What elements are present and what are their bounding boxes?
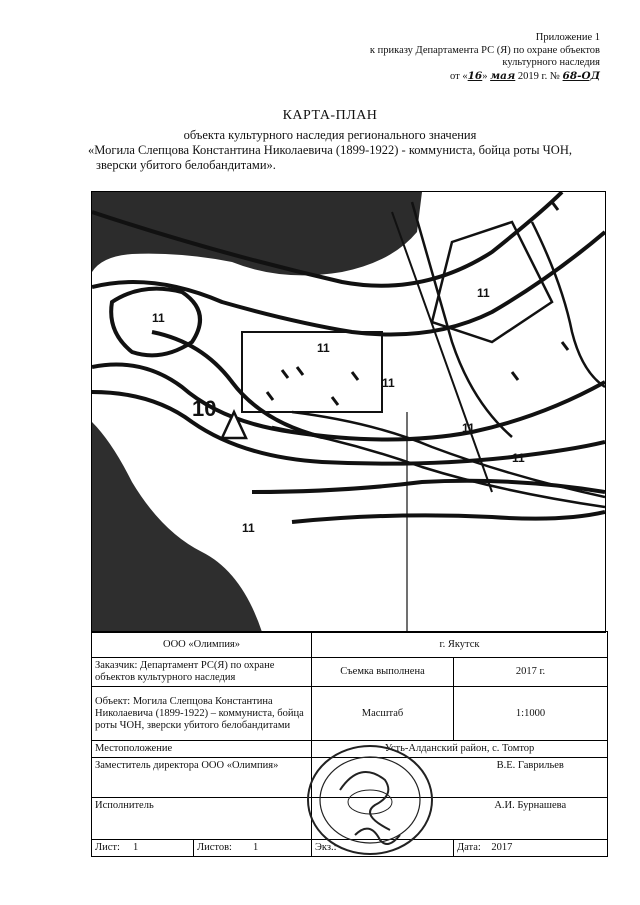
contour-label: 11 [152, 311, 165, 325]
appendix-line-3: культурного наследия [502, 57, 600, 68]
contour-label: 11 [242, 521, 255, 535]
deputy-name: В.Е. Гаврильев [454, 758, 608, 798]
appendix-header [370, 32, 600, 83]
building-outline-2 [432, 222, 552, 342]
location-value: Усть-Алданский район, с. Томтор [312, 741, 608, 758]
location-label: Местоположение [92, 741, 312, 758]
site-map [91, 191, 606, 633]
building-outline-1 [242, 332, 382, 412]
topographic-map [92, 192, 605, 632]
sheet-cell: Лист: 1 [92, 840, 194, 857]
executor-label: Исполнитель [92, 798, 312, 840]
contour-label: 11 [462, 421, 475, 435]
deputy-label: Заместитель директора ООО «Олимпия» [92, 758, 312, 798]
copy-cell: Экз.: [312, 840, 454, 857]
contour-label: 11 [317, 341, 330, 355]
customer: Заказчик: Департамент РС(Я) по охране объектов культурного наследия [92, 658, 312, 687]
contour-label: 11 [382, 376, 395, 390]
sheets-cell: Листов: 1 [194, 840, 312, 857]
river-area-lower [92, 422, 262, 632]
object-description: Объект: Могила Слепцова Константина Николаевича (1899-1922) – коммуниста, бойца роты ЧОН, зверски убитого белобандитами [92, 687, 312, 741]
appendix-line-1: Приложение 1 [535, 32, 600, 43]
document-title [60, 108, 600, 173]
appendix-line-2: к приказу Департамента РС (Я) по охране объектов [369, 44, 600, 56]
title-block-stamp [91, 631, 608, 857]
contour-label: 11 [477, 286, 490, 300]
title-heading: КАРТА-ПЛАН [282, 108, 378, 123]
title-object-line-2: зверски убитого белобандитами». [96, 158, 276, 172]
deputy-signature [312, 758, 454, 798]
appendix-order-date: от «16» мая 2019 г. № 68-ОД [450, 69, 600, 82]
object-number-label: 10 [192, 396, 217, 421]
executor-signature [312, 798, 454, 840]
scale-value: 1:1000 [454, 687, 608, 741]
order-month: мая [490, 69, 516, 82]
company-name: ООО «Олимпия» [92, 632, 312, 658]
survey-year: 2017 г. [454, 658, 608, 687]
order-number: 68-ОД [562, 69, 600, 82]
scale-label: Масштаб [312, 687, 454, 741]
contour-label: 11 [512, 451, 525, 465]
title-subtitle: объекта культурного наследия регионального значения [183, 128, 477, 142]
title-object-line-1: «Могила Слепцова Константина Николаевича (1899-1922) - коммуниста, бойца роты ЧОН, [88, 143, 572, 157]
survey-label: Съемка выполнена [312, 658, 454, 687]
city: г. Якутск [312, 632, 608, 658]
date-cell: Дата: 2017 [454, 840, 608, 857]
order-day: 16 [467, 69, 483, 82]
executor-name: А.И. Бурнашева [454, 798, 608, 840]
